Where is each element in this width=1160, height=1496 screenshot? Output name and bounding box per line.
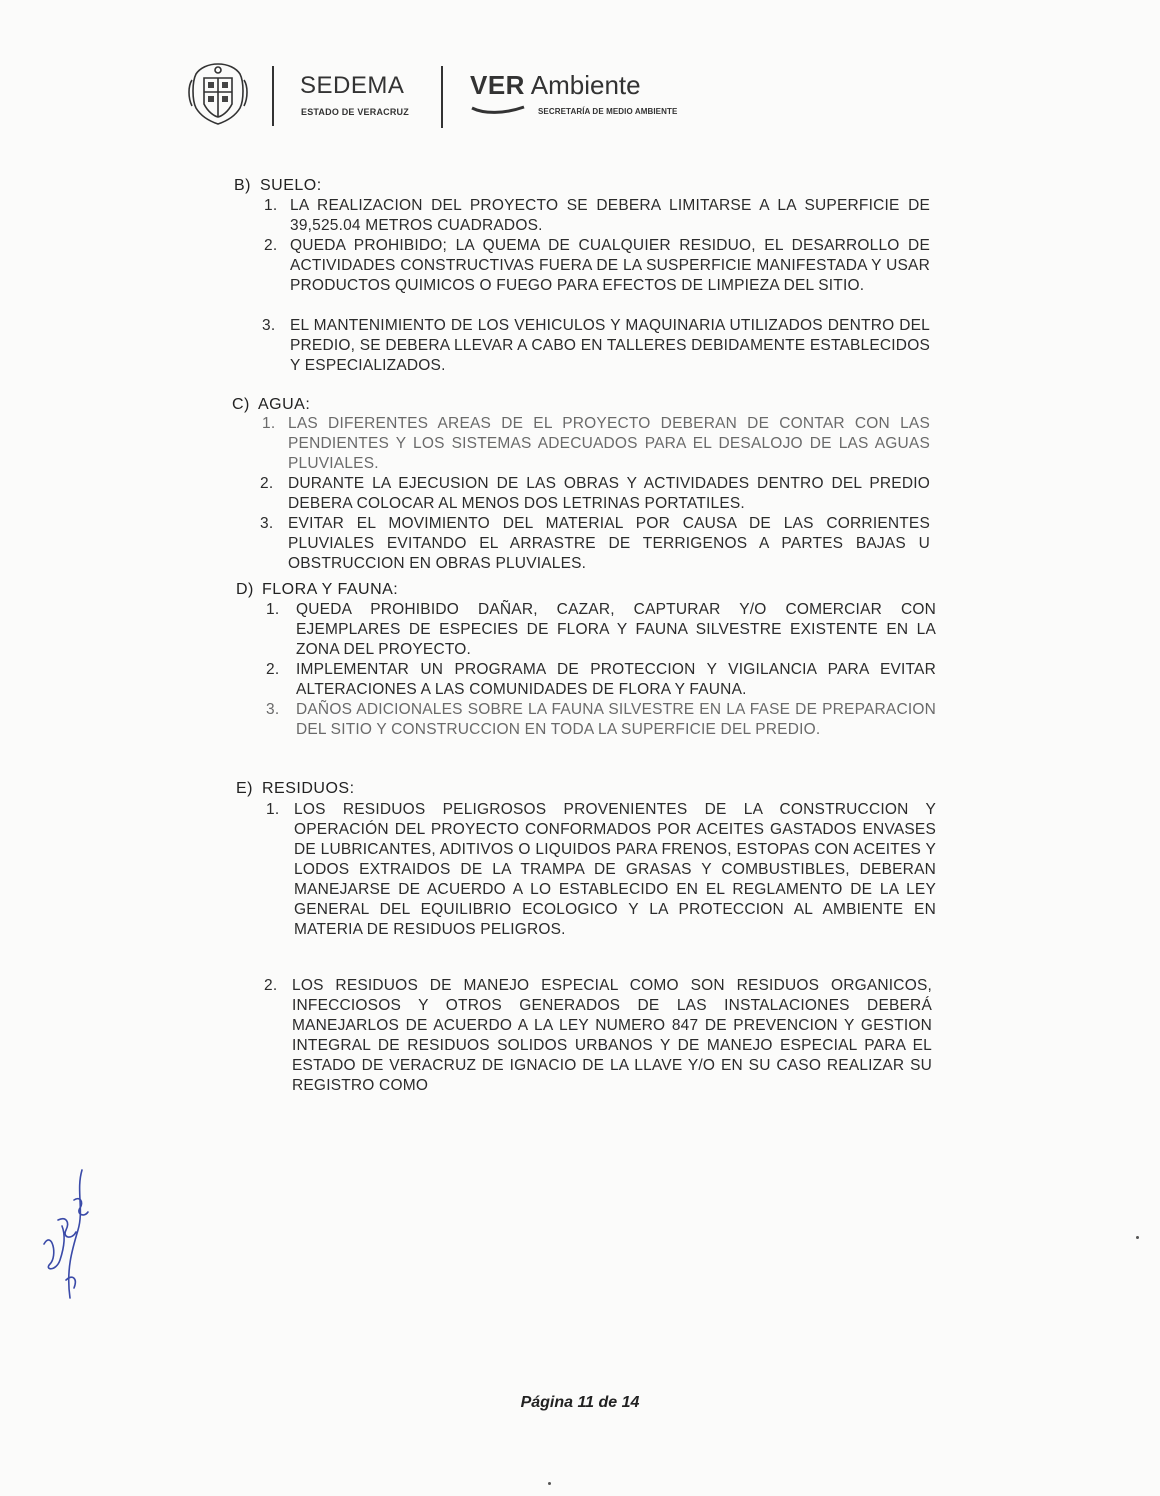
- section-agua: [232, 395, 310, 415]
- letterhead: [186, 58, 746, 132]
- header-divider: [441, 66, 443, 128]
- page-number: Página 11 de 14: [520, 1394, 640, 1411]
- handwritten-signature: [36, 1160, 96, 1310]
- sedema-subtitle: ESTADO DE VERACRUZ: [301, 107, 409, 117]
- section-heading: C) AGUA:: [232, 396, 311, 413]
- ver-ambiente-logo: [470, 70, 641, 101]
- sedema-title: SEDEMA: [300, 72, 405, 99]
- scan-speck: [1136, 1236, 1139, 1239]
- ver-subtitle: SECRETARÍA DE MEDIO AMBIENTE: [538, 107, 678, 116]
- swoosh-icon: [470, 104, 526, 116]
- ver-logo-rest: Ambiente: [524, 70, 641, 100]
- document-page: SEDEMA ESTADO DE VERACRUZ VER Ambiente SECRETARÍA DE MEDIO AMBIENTE B) SUELO: 1. LA REALIZACION DEL PROYECTO SE DEBERA LIMITARSE A LA SUPERFICIE DE 39,525.04 METROS CUADRADOS. 2. QUEDA PROHIBIDO; LA QUEMA DE CUALQUIER RESIDUO, EL DESARROLLO DE ACTIVIDADES CONSTRUCTIVAS FUERA DE LA SUSPERFICIE MANIFESTADA Y USAR PRODUCTOS QUIMICOS O FUEGO PARA EFECTOS DE LIMPIEZA DEL SITIO. 3. EL MANTENIMIENTO DE LOS VEHICULOS Y MAQUINARIA UTILIZADOS DENTRO DEL PREDIO, SE DEBERA LLEVAR A CABO EN TALLERES DEBIDAMENTE ESTABLECIDOS Y ESPECIALIZADOS. C) AGUA: 1. LAS DIFERENTES AREAS DE EL PROYECTO DEBERAN DE CONTAR CON LAS PENDIENTES Y LOS SISTEMAS ADECUADOS PARA EL DESALOJO DE LAS AGUAS PLUVIALES. 2. DURANTE LA EJECUSION DE LAS OBRAS Y ACTIVIDADES DENTRO DEL PREDIO DEBERA COLOCAR AL MENOS DOS LETRINAS PORTATILES. 3. EVITAR EL MOVIMIENTO DEL MATERIAL POR CAUSA DE LAS CORRIENTES PLUVIALES EVITANDO EL ARRASTRE DE TERRIGENOS A PARTES BAJAS U OBSTRUCCION EN OBRAS PLUVIALES. D) FLORA Y FAUNA: 1. QUEDA PROHIBIDO DAÑAR, CAZAR, CAPTURAR Y/O COMERCIAR CON EJEMPLARES DE ESPECIES DE FLORA Y FAUNA SILVESTRE EXISTENTE EN LA ZONA DEL PROYECTO. 2. IMPLEMENTAR UN PROGRAMA DE PROTECCION Y VIGILANCIA PARA EVITAR ALTERACIONES A LAS COMUNIDADES DE FLORA Y FAUNA. 3. DAÑOS ADICIONALES SOBRE LA FAUNA SILVESTRE EN LA FASE DE PREPARACION DEL SITIO Y CONSTRUCCION EN TODA LA SUPERFICIE DEL PREDIO. E) RESIDUOS: 1. LOS RESIDUOS PELIGROSOS PROVENIENTES DE LA CONSTRUCCION Y OPERACIÓN DEL PROYECTO CONFORMADOS POR ACEITES GASTADOS ENVASES DE LUBRICANTES, ADITIVOS O LIQUIDOS PARA FRENOS, ESTOPAS CON ACEITES Y LODOS EXTRAIDOS DE LA TRAMPA DE GRASAS Y COMBUSTIBLES, DEBERAN MANEJARSE DE ACUERDO A LO ESTABLECIDO EN EL REGLAMENTO DE LA LEY GENERAL DEL EQUILIBRIO ECOLOGICO Y LA PROTECCION AL AMBIENTE EN MATERIA DE RESIDUOS PELIGROS. 2. LOS RESIDUOS DE MANEJO ESPECIAL COMO SON RESIDUOS ORGANICOS, INFECCIOSOS Y OTROS GENERADOS DE LAS INSTALACIONES DEBERÁ MANEJARLOS DE ACUERDO A LA LEY NUMERO 847 DE PREVENCION Y GESTION INTEGRAL DE RESIDUOS SOLIDOS URBANOS Y DE MANEJO ESPECIAL PARA EL ESTADO DE VERACRUZ DE IGNACIO DE LA LLAVE Y/O EN SU CASO REALIZAR SU REGISTRO COMO Página 11 de 14: [0, 0, 1160, 1496]
- state-seal-icon: [186, 60, 250, 126]
- section-residuos: [236, 779, 355, 799]
- section-suelo: [234, 176, 322, 196]
- section-heading: D) FLORA Y FAUNA:: [236, 581, 399, 598]
- scan-speck: [548, 1482, 551, 1485]
- ver-logo-bold: VER: [470, 70, 525, 100]
- header-divider: [272, 66, 274, 126]
- section-heading: E) RESIDUOS:: [236, 780, 355, 797]
- section-flora-fauna: [236, 580, 398, 600]
- section-heading: B) SUELO:: [234, 177, 322, 194]
